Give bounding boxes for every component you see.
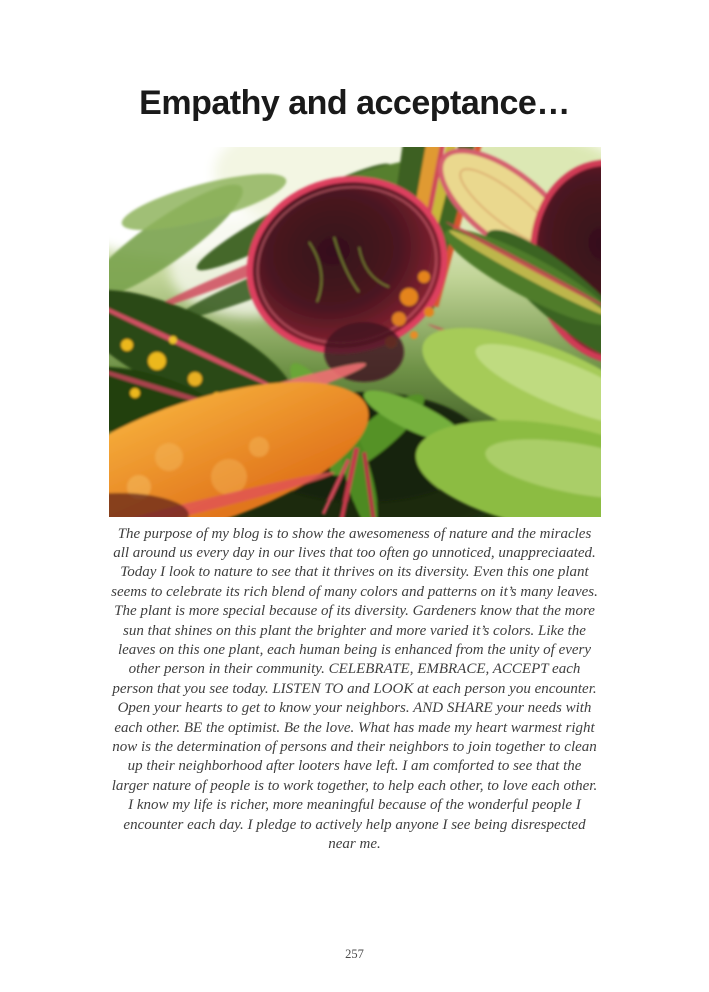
- croton-photo-illustration: [109, 147, 601, 517]
- body-text: [72, 525, 638, 855]
- body-line: now is the determination of persons and their neighbors to join together to clean: [112, 738, 597, 755]
- page-number: 257: [345, 947, 364, 961]
- body-line: near me.: [328, 836, 381, 852]
- body-line: encounter each day. I pledge to actively help anyone I see being disrespected: [123, 816, 586, 833]
- body-line: sun that shines on this plant the brighter and more varied it’s colors. Like the: [123, 622, 586, 639]
- body-line: other person in their community. CELEBRATE, EMBRACE, ACCEPT each: [128, 661, 581, 678]
- body-line: person that you see today. LISTEN TO and LOOK at each person you encounter.: [112, 680, 597, 697]
- page-title: Empathy and acceptance…: [139, 84, 570, 122]
- body-line: leaves on this one plant, each human being is enhanced from the unity of every: [117, 641, 592, 658]
- body-line: up their neighborhood after looters have left. I am comforted to see that the: [127, 758, 582, 775]
- body-line: I know my life is richer, more meaningful because of the wonderful people I: [128, 797, 581, 814]
- body-line: Today I look to nature to see that it thrives on its diversity. Even this one plant: [120, 564, 589, 581]
- body-line: all around us every day in our lives that too often go unnoticed, unappreciaated.: [113, 544, 596, 561]
- body-line: larger nature of people is to work together, to help each other, to love each other.: [111, 777, 598, 794]
- body-line: each other. BE the optimist. Be the love. What has made my heart warmest right: [114, 719, 595, 736]
- croton-photo: [109, 147, 601, 517]
- body-line: The purpose of my blog is to show the awesomeness of nature and the miracles: [117, 525, 592, 542]
- body-line: Open your hearts to get to know your neighbors. AND SHARE your needs with: [117, 700, 592, 717]
- body-line: The plant is more special because of its diversity. Gardeners know that the more: [114, 603, 595, 620]
- body-line: seems to celebrate its rich blend of many colors and patterns on it’s many leaves.: [111, 583, 598, 600]
